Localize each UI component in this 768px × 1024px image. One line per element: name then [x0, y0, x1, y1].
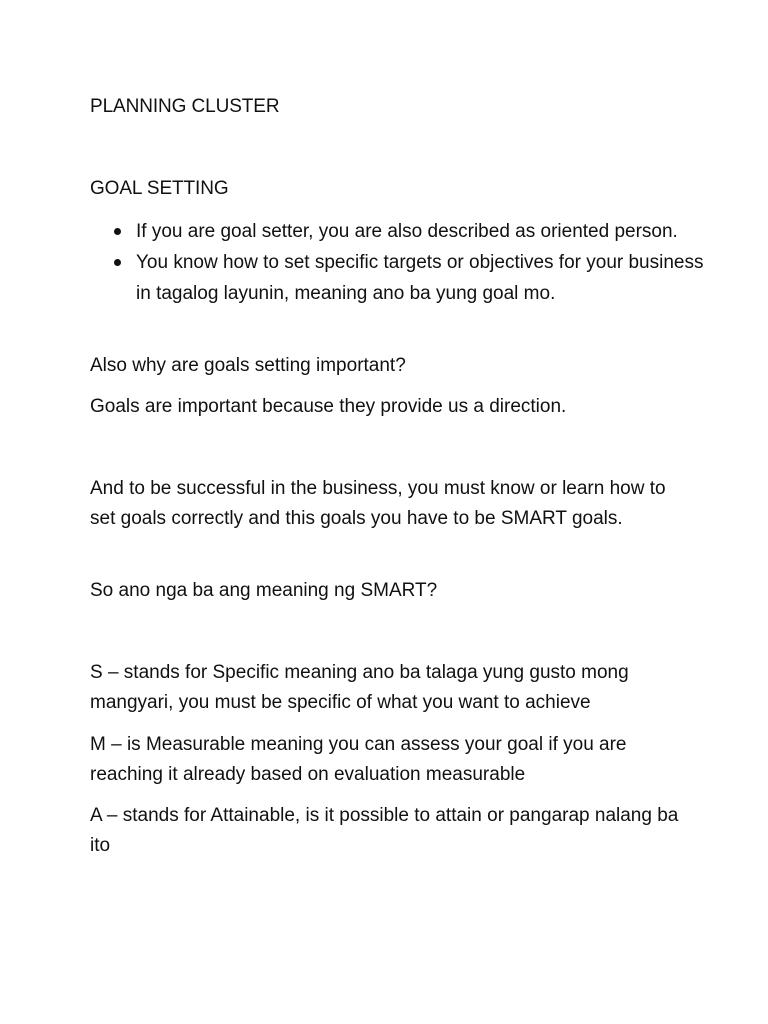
paragraph-smart-question: So ano nga ba ang meaning ng SMART? — [90, 580, 438, 601]
paragraph-question: Also why are goals setting important? — [90, 355, 406, 376]
bullet-text: You know how to set specific targets or objectives for your business in tagalog layunin, meaning ano ba yung goal mo. — [136, 252, 704, 304]
paragraph-answer: Goals are important because they provide us a direction. — [90, 396, 567, 417]
bullet-icon — [114, 259, 121, 266]
list-item — [90, 247, 710, 309]
list-item — [90, 216, 710, 247]
bullet-text: If you are goal setter, you are also described as oriented person. — [136, 221, 678, 242]
document-title: PLANNING CLUSTER — [90, 96, 280, 117]
paragraph-smart-intro: And to be successful in the business, you must know or learn how to set goals correctly and this goals you have to be SMART goals. — [90, 478, 666, 529]
paragraph-measurable: M – is Measurable meaning you can assess your goal if you are reaching it already based on evaluation measurable — [90, 734, 627, 785]
bullet-icon — [114, 228, 121, 235]
paragraph-specific: S – stands for Specific meaning ano ba talaga yung gusto mong mangyari, you must be specific of what you want to achieve — [90, 662, 629, 713]
bullet-list — [90, 216, 710, 309]
paragraph-attainable: A – stands for Attainable, is it possible to attain or pangarap nalang ba ito — [90, 805, 679, 856]
section-heading: GOAL SETTING — [90, 178, 229, 199]
